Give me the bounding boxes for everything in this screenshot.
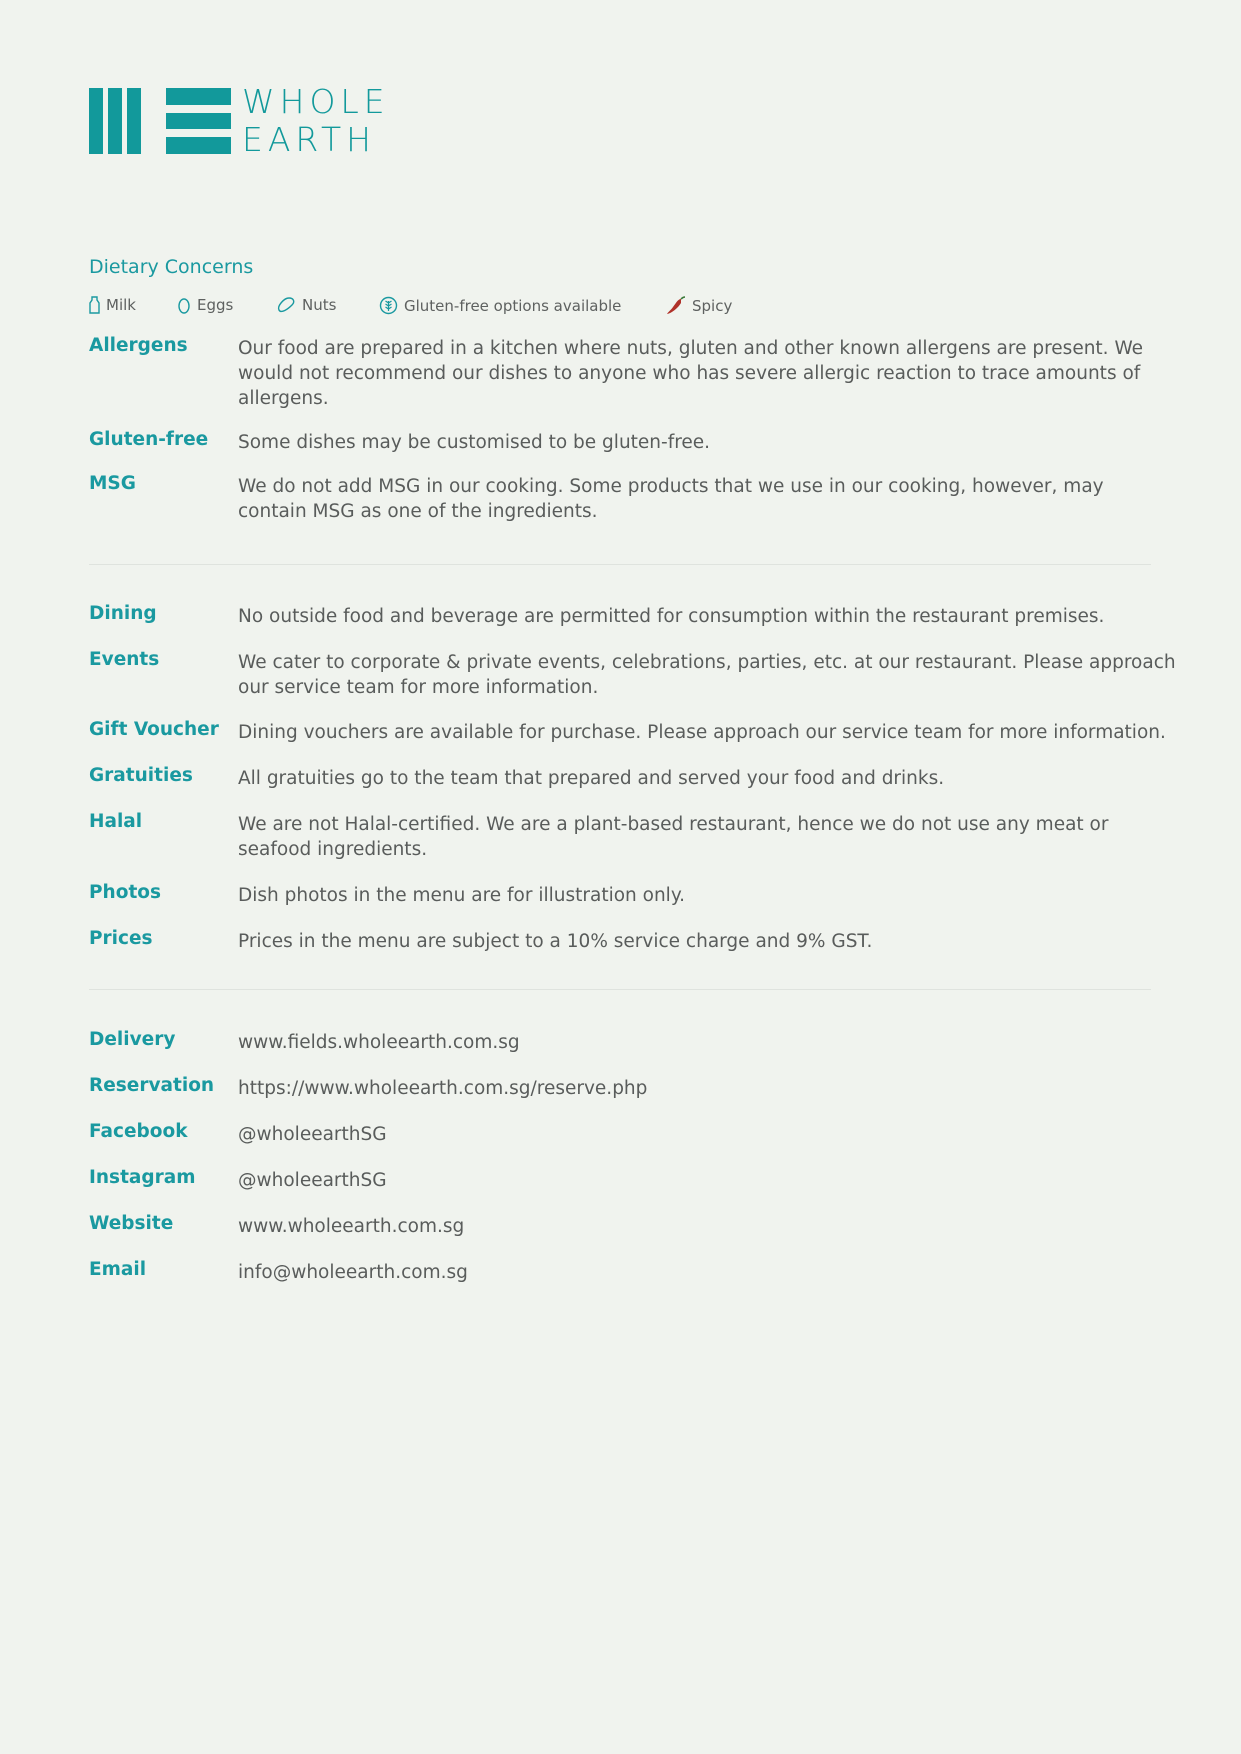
info-text: Our food are prepared in a kitchen where nuts, gluten and other known allergens are present. We would not recommend our dishes to anyone who has severe allergic reaction to trace amounts of allergens.	[238, 338, 1144, 409]
gluten-free-icon	[379, 296, 398, 315]
info-label: Instagram	[89, 1167, 196, 1188]
logo-word-whole: WHOLE	[242, 82, 390, 121]
info-text: Dish photos in the menu are for illustration only.	[238, 885, 686, 906]
info-label: Gratuities	[89, 765, 193, 786]
legend-label-eggs: Eggs	[197, 296, 234, 314]
info-label: Reservation	[89, 1075, 215, 1096]
info-label: Events	[89, 649, 160, 670]
egg-icon	[177, 296, 191, 314]
info-label: Website	[89, 1213, 174, 1234]
dietary-concerns-title: Dietary Concerns	[89, 256, 254, 278]
legend-item-nuts	[276, 296, 336, 314]
chili-pepper-icon	[666, 296, 686, 315]
legend-label-nuts: Nuts	[302, 296, 337, 314]
legend-label-spicy: Spicy	[692, 296, 733, 315]
info-text: No outside food and beverage are permitted for consumption within the restaurant premises.	[238, 606, 1105, 627]
info-label: Dining	[89, 603, 157, 624]
info-label: Gift Voucher	[89, 719, 219, 740]
logo-word-earth: EARTH	[242, 120, 376, 159]
info-text: Dining vouchers are available for purchase. Please approach our service team for more information.	[238, 722, 1166, 743]
website-link[interactable]: www.wholeearth.com.sg	[238, 1216, 465, 1237]
legend-label-gluten-free: Gluten-free options available	[404, 296, 622, 315]
legend-label-milk: Milk	[106, 296, 136, 314]
info-label: Halal	[89, 811, 143, 832]
section-divider	[89, 564, 1151, 565]
facebook-handle[interactable]: @wholeearthSG	[238, 1124, 387, 1145]
info-label: Delivery	[89, 1029, 176, 1050]
info-label: Facebook	[89, 1121, 188, 1142]
legend-item-milk	[89, 296, 136, 314]
instagram-handle[interactable]: @wholeearthSG	[238, 1170, 387, 1191]
legend-item-gluten-free	[379, 296, 621, 315]
nut-icon	[276, 296, 296, 314]
delivery-link[interactable]: www.fields.wholeearth.com.sg	[238, 1032, 520, 1053]
info-label: Allergens	[89, 335, 188, 356]
section-divider	[89, 989, 1151, 990]
info-label: MSG	[89, 473, 136, 494]
milk-bottle-icon	[89, 296, 100, 314]
logo-wordmark	[242, 83, 390, 159]
info-label: Email	[89, 1259, 147, 1280]
legend-item-spicy	[666, 296, 732, 315]
info-label: Prices	[89, 928, 153, 949]
email-link[interactable]: info@wholeearth.com.sg	[238, 1262, 468, 1283]
info-text: Prices in the menu are subject to a 10% service charge and 9% GST.	[238, 931, 873, 952]
whole-earth-logo-mark-icon	[89, 88, 231, 154]
info-text: Some dishes may be customised to be gluten-free.	[238, 432, 711, 453]
reservation-link[interactable]: https://www.wholeearth.com.sg/reserve.php	[238, 1078, 648, 1099]
info-text: We cater to corporate & private events, celebrations, parties, etc. at our restaurant. Please approach our service team for more information.	[238, 652, 1176, 698]
info-label: Gluten-free	[89, 429, 209, 450]
info-text: We are not Halal-certified. We are a plant-based restaurant, hence we do not use any meat or seafood ingredients.	[238, 814, 1109, 860]
info-label: Photos	[89, 882, 162, 903]
legend-item-eggs	[177, 296, 233, 314]
info-text: All gratuities go to the team that prepared and served your food and drinks.	[238, 768, 945, 789]
info-text: We do not add MSG in our cooking. Some products that we use in our cooking, however, may contain MSG as one of the ingredients.	[238, 476, 1104, 522]
